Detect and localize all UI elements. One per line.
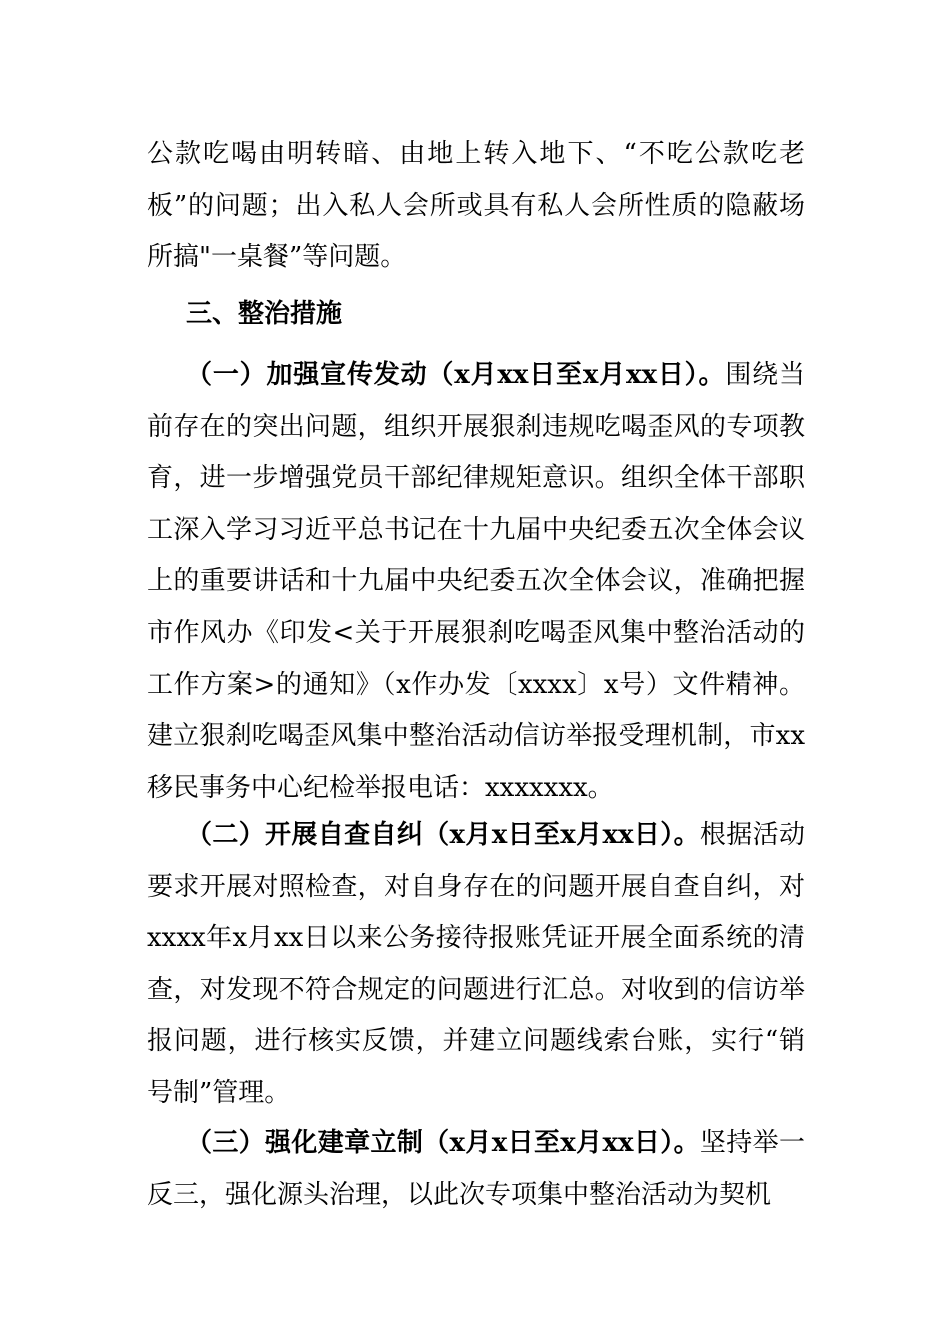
section-3-body: 坚持举一反三，强化源头治理，以此次专项集中整治活动为契机 (147, 1128, 805, 1210)
section-1-paragraph (147, 350, 805, 814)
section-3-title: （三）强化建章立制（x月x日至x月xx日）。 (186, 1128, 700, 1158)
section-1-title: （一）加强宣传发动（x月xx日至x月xx日）。 (186, 360, 726, 390)
intro-continuation-paragraph: 公款吃喝由明转暗、由地上转入地下、“不吃公款吃老板”的问题；出入私人会所或具有私人会所性质的隐蔽场所搞"一桌餐”等问题。 (147, 139, 805, 273)
section-2-title: （二）开展自查自纠（x月x日至x月xx日）。 (186, 820, 700, 850)
section-heading: 三、整治措施 (186, 299, 343, 329)
section-2-paragraph (147, 810, 805, 1120)
section-3-paragraph (147, 1118, 805, 1221)
section-1-body: 围绕当前存在的突出问题，组织开展狠刹违规吃喝歪风的专项教育，进一步增强党员干部纪律规矩意识。组织全体干部职工深入学习习近平总书记在十九届中央纪委五次全体会议上的重要讲话和十九届中央纪委五次全体会议，准确把握市作风办《印发<关于开展狠刹吃喝歪风集中整治活动的工作方案>的通知》（x作办发〔xxxx〕x号）文件精神。建立狠刹吃喝歪风集中整治活动信访举报受理机制，市xx移民事务中心纪检举报电话：xxxxxxx。 (147, 360, 805, 803)
section-2-body: 根据活动要求开展对照检查，对自身存在的问题开展自查自纠，对xxxx年x月xx日以来公务接待报账凭证开展全面系统的清查，对发现不符合规定的问题进行汇总。对收到的信访举报问题，进行核实反馈，并建立问题线索台账，实行“销号制”管理。 (147, 820, 805, 1108)
